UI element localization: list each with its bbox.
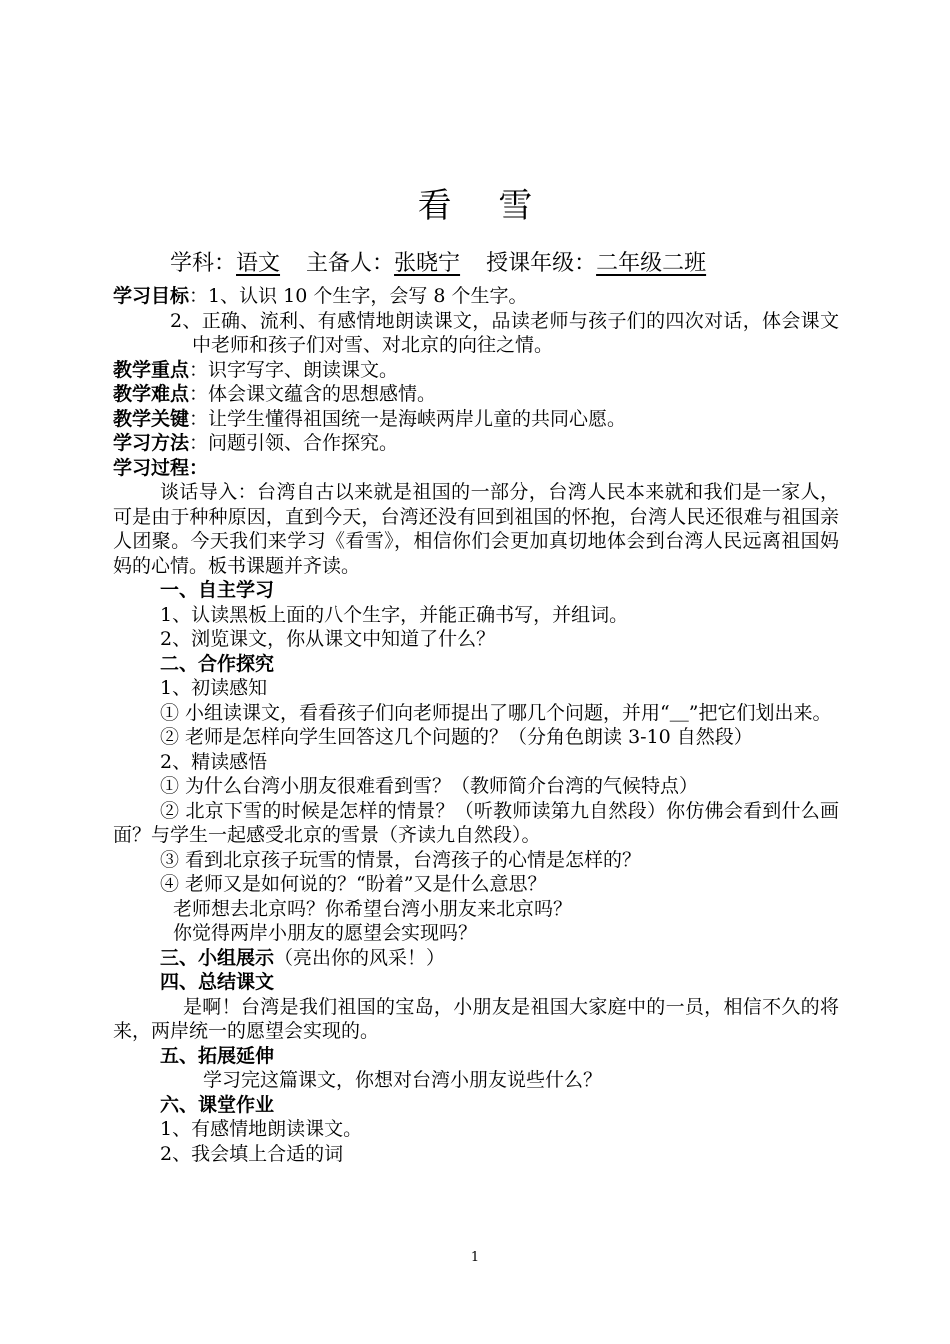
section-2-question-2: ② 老师是怎样向学生回答这几个问题的？（分角色朗读 3-10 自然段）	[160, 726, 753, 748]
intro-paragraph: 谈话导入：台湾自古以来就是祖国的一部分，台湾人民本来就和我们是一家人，可是由于种种原因，直到今天，台湾还没有回到祖国的怀抱，台湾人民还很难与祖国亲人团聚。今天我们来学习《看雪》，相信你们会更加真切地体会到台湾人民远离祖国妈妈的心情。板书课题并齐读。	[113, 481, 839, 577]
section-2-sub-2: 2、精读感悟	[160, 750, 268, 773]
method-label: 学习方法	[113, 432, 190, 454]
section-2-reading-4: ④ 老师又是如何说的？“盼着”又是什么意思？	[160, 873, 547, 895]
document-body	[113, 284, 839, 1166]
section-5-text: 学习完这篇课文，你想对台湾小朋友说些什么？	[203, 1069, 603, 1091]
method-text: ：问题引领、合作探究。	[189, 432, 399, 454]
section-2-sub-1: 1、初读感知	[160, 677, 268, 699]
objectives-item-2: 2、正确、流利、有感情地朗读课文，品读老师与孩子们的四次对话，体会课文中老师和孩子们对雪、对北京的向往之情。	[170, 309, 839, 356]
key-text: ：让学生懂得祖国统一是海峡两岸儿童的共同心愿。	[189, 407, 627, 430]
difficulties-text: ：体会课文蕴含的思想感情。	[189, 383, 437, 405]
method-line	[113, 431, 839, 456]
lesson-title: 看 雪	[417, 186, 551, 226]
objectives-item-1: ：1、认识 10 个生字，会写 8 个生字。	[189, 285, 528, 307]
section-2-heading: 二、合作探究	[160, 652, 275, 675]
section-6-heading: 六、课堂作业	[160, 1093, 275, 1116]
objectives-line	[113, 284, 839, 309]
grade-value: 二年级二班	[596, 251, 707, 276]
difficulties-line	[113, 382, 839, 407]
section-2-reading-5: 老师想去北京吗？你希望台湾小朋友来北京吗？	[173, 897, 573, 920]
subject-label: 学科：	[170, 251, 237, 276]
key-line	[113, 407, 839, 432]
section-1-heading: 一、自主学习	[160, 579, 275, 601]
section-3-heading: 三、小组展示	[160, 946, 275, 969]
section-6-item-1: 1、有感情地朗读课文。	[160, 1118, 363, 1140]
section-2-reading-3: ③ 看到北京孩子玩雪的情景，台湾孩子的心情是怎样的？	[160, 848, 642, 871]
section-2-reading-6: 你觉得两岸小朋友的愿望会实现吗？	[173, 922, 478, 944]
section-4-heading: 四、总结课文	[160, 971, 275, 993]
section-2-reading-1: ① 为什么台湾小朋友很难看到雪？（教师简介台湾的气候特点）	[160, 775, 699, 797]
preparer-label: 主备人：	[306, 251, 395, 276]
key-points-label: 教学重点	[113, 358, 190, 381]
difficulties-label: 教学难点	[113, 383, 190, 405]
section-5-heading: 五、拓展延伸	[160, 1044, 275, 1067]
section-2-reading-2: ② 北京下雪的时候是怎样的情景？（听教师读第九自然段）你仿佛会看到什么画面？与学生一起感受北京的雪景（齐读九自然段）。	[113, 799, 839, 846]
page-number: 1	[470, 1250, 480, 1265]
section-2-question-1: ① 小组读课文，看看孩子们向老师提出了哪几个问题，并用“＿”把它们划出来。	[160, 701, 832, 724]
key-points-text: ：识字写字、朗读课文。	[189, 358, 399, 381]
section-3-note: （亮出你的风采！）	[274, 946, 446, 969]
subject-value: 语文	[236, 251, 281, 276]
grade-label: 授课年级：	[486, 251, 597, 276]
key-points-line	[113, 358, 839, 383]
objectives-label: 学习目标	[113, 285, 190, 307]
preparer-value: 张晓宁	[394, 251, 461, 276]
process-label: 学习过程：	[113, 456, 209, 479]
section-1-item-2: 2、浏览课文，你从课文中知道了什么？	[160, 628, 496, 650]
section-1-item-1: 1、认读黑板上面的八个生字，并能正确书写，并组词。	[160, 603, 629, 626]
key-label: 教学关键	[113, 407, 190, 430]
section-4-text: 是啊！台湾是我们祖国的宝岛，小朋友是祖国大家庭中的一员，相信不久的将来，两岸统一的愿望会实现的。	[113, 995, 839, 1042]
lesson-meta	[170, 246, 706, 277]
section-6-item-2: 2、我会填上合适的词	[160, 1142, 344, 1165]
section-3-line	[113, 946, 839, 971]
